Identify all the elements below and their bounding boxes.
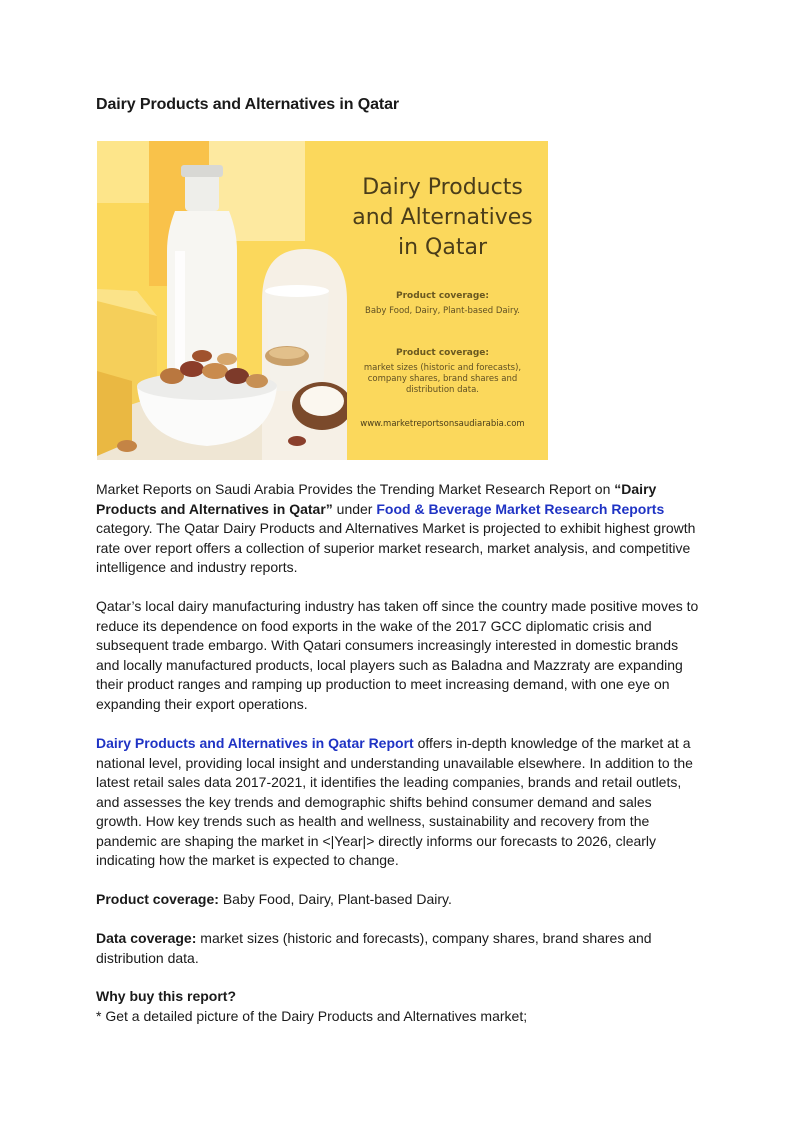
banner-headline-line: and Alternatives [352,205,533,230]
banner-text-panel [337,141,548,460]
product-coverage-label: Product coverage: [96,891,219,907]
banner-product-coverage-text: Baby Food, Dairy, Plant-based Dairy. [365,306,520,316]
intro-rest: category. The Qatar Dairy Products and Alternatives Market is projected to exhibit highest growth rate over report offers a collection of superior market research, market analysis, and competitive intelligence and industry reports. [96,520,696,575]
intro-paragraph [96,480,700,578]
paragraph-3 [96,734,700,871]
paragraph-2-text: Qatar’s local dairy manufacturing industry has taken off since the country made positive moves to reduce its dependence on food exports in the wake of the 2017 GCC diplomatic crisis and subsequent trade embargo. With Qatari consumers increasingly interested in domestic brands and locally manufactured products, local players such as Baladna and Mazzraty are expanding their product ranges and ramping up production to meet increasing demand, with one eye on expanding their export operations. [96,598,699,712]
product-coverage-line [96,890,700,910]
banner-product-coverage [343,291,542,317]
banner-headline-line: Dairy Products [362,175,523,200]
paragraph-3-text: offers in-depth knowledge of the market at a national level, providing local insight and understanding unavailable elsewhere. In addition to the latest retail sales data 2017-2021, it identifies the leading companies, brands and retail outlets, and assesses the key trends and demographic shifts behind consumer demand and sales growth. How key trends such as health and wellness, sustainability and recovery from the pandemic are shaping the market in <|Year|> directly informs our forecasts to 2026, clearly indicating how the market is expected to change. [96,735,693,868]
why-buy-heading: Why buy this report? [96,988,236,1004]
banner-product-coverage-heading: Product coverage: [396,291,489,301]
paragraph-2 [96,597,700,714]
why-buy-bullet: * Get a detailed picture of the Dairy Products and Alternatives market; [96,1007,528,1024]
banner-url: www.marketreportsonsaudiarabia.com [360,419,525,429]
dairy-product-photo [97,141,347,460]
banner-data-coverage-heading: Product coverage: [396,348,489,358]
category-link[interactable]: Food & Beverage Market Research Reports [376,500,665,517]
page-title: Dairy Products and Alternatives in Qatar [96,96,400,113]
data-coverage-label: Data coverage: [96,930,197,946]
intro-lead: Market Reports on Saudi Arabia Provides the Trending Market Research Report on [96,481,615,497]
banner-headline [337,173,548,263]
data-coverage-text: market sizes (historic and forecasts), company shares, brand shares and distribution data. [96,930,652,966]
why-buy-section [96,987,700,1026]
data-coverage-line [96,929,700,968]
banner-data-coverage-text: market sizes (historic and forecasts), company shares, brand shares and distribution data. [363,363,522,395]
intro-under: under [332,500,377,517]
banner-headline-line: in Qatar [398,235,487,260]
cover-banner-image [97,141,548,460]
report-link[interactable]: Dairy Products and Alternatives in Qatar Report [96,735,414,751]
banner-data-coverage [343,348,542,396]
product-coverage-text: Baby Food, Dairy, Plant-based Dairy. [218,891,452,907]
intro-report-title: “Dairy Products and Alternatives in Qatar” [96,481,657,517]
